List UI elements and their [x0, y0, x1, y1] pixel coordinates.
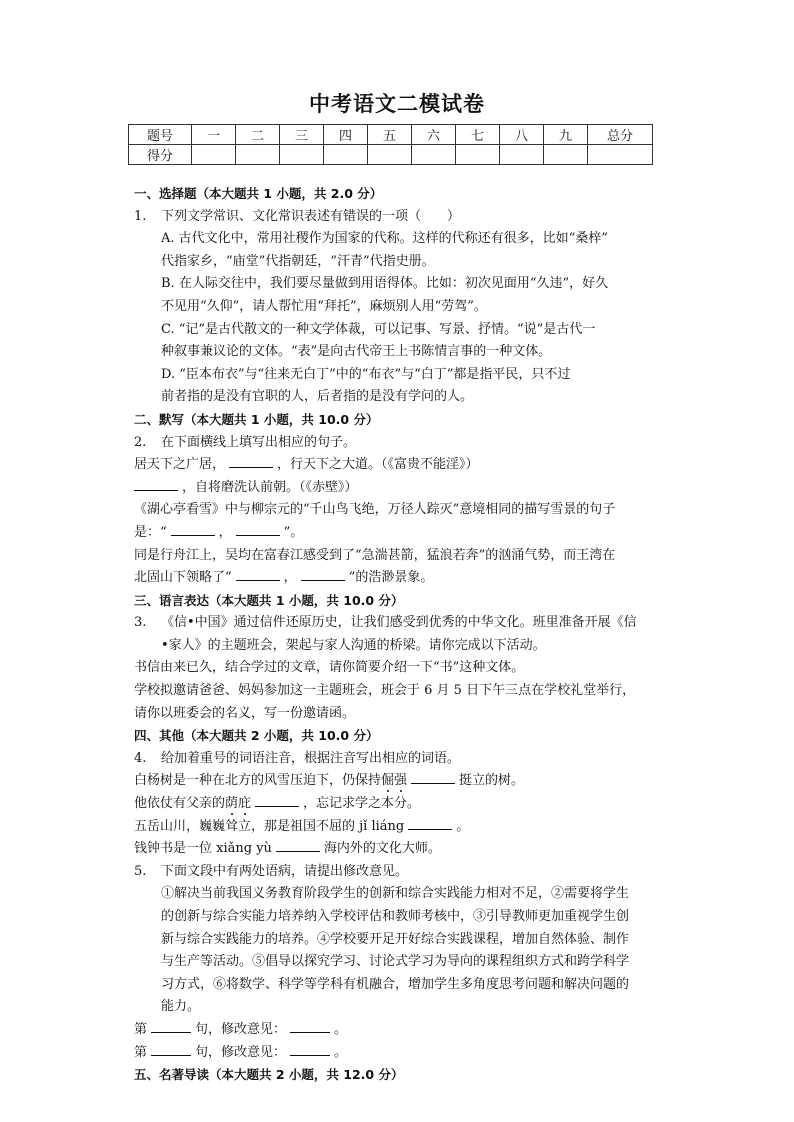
question-text-cont: •家人》的主题班会，架起与家人沟通的桥梁。请你完成以下活动。: [161, 637, 546, 653]
cell-q4: 四: [324, 125, 368, 145]
option-a-cont: 代指家乡，“庙堂”代指朝廷，“汗青”代指史册。: [161, 253, 435, 269]
question-2: [134, 432, 662, 455]
answer-blank[interactable]: [151, 1019, 191, 1033]
answer-blank[interactable]: [171, 522, 215, 536]
answer-blank[interactable]: [236, 522, 280, 536]
text: 居天下之广居，: [134, 457, 226, 473]
text: ”的浩渺景象。: [348, 570, 434, 586]
score-cell[interactable]: [368, 145, 412, 165]
score-table: [128, 124, 653, 165]
fill-line: [134, 454, 662, 477]
question-text: 在下面横线上填写出相应的句子。: [161, 434, 357, 450]
option-a: A. 古代文化中，常用社稷作为国家的代称。这样的代称还有很多，比如“桑梓”: [161, 231, 608, 247]
text: 北固山下领略了“: [134, 570, 232, 586]
question-5: [134, 861, 662, 884]
text: 五岳山川，巍巍耸立，那是祖国不屈的 jǐ liáng: [134, 818, 405, 834]
text: 第: [134, 1044, 148, 1060]
question-4: [134, 748, 662, 771]
question-number: 4.: [134, 750, 147, 766]
score-cell[interactable]: [412, 145, 456, 165]
option-d: D. “臣本布衣”与“往来无白丁”中的“布衣”与“白丁”都是指平民，只不过: [161, 366, 571, 382]
option-d-cont: 前者指的是没有官职的人，后者指的是没有学问的人。: [161, 389, 474, 405]
question-number: 2.: [134, 434, 147, 450]
option-c: C. “记”是古代散文的一种文学体裁，可以记事、写景、抒情。“说”是古代一: [161, 321, 596, 337]
option-b: B. 在人际交往中，我们要尽量做到用语得体。比如：初次见面用“久违”，好久: [161, 276, 609, 292]
score-cell[interactable]: [500, 145, 544, 165]
page-title: 中考语文二模试卷: [309, 92, 485, 116]
answer-blank[interactable]: [236, 567, 280, 581]
section-heading: 二、默写（本大题共 1 小题，共 10.0 分）: [134, 411, 379, 427]
text: 挺立的树。: [459, 773, 525, 789]
fix-line: [134, 1019, 662, 1042]
text: ，自将磨洗认前朝。（《赤壁》）: [182, 479, 358, 495]
cell-q2: 二: [236, 125, 280, 145]
score-cell[interactable]: [324, 145, 368, 165]
fill-line: [134, 567, 662, 590]
cell-q5: 五: [368, 125, 412, 145]
option-c-cont: 种叙事兼议论的文体。“表”是向古代帝王上书陈情言事的一种文体。: [161, 344, 552, 360]
text: 钱钟书是一位 xiǎng yù: [134, 841, 272, 857]
passage-line: 习方式，⑥将数学、科学等学科有机融合，增加学生多角度思考问题和解决问题的: [161, 976, 630, 992]
text: 。: [334, 1021, 348, 1037]
question-text: 给加着重号的词语注音，根据注音写出相应的词语。: [161, 750, 461, 766]
cell-q7: 七: [456, 125, 500, 145]
score-cell[interactable]: [456, 145, 500, 165]
score-table-header-row: [129, 125, 653, 145]
section-heading: 三、语言表达（本大题共 1 小题，共 10.0 分）: [134, 592, 404, 608]
score-table-score-row: [129, 145, 653, 165]
question-number: 1.: [134, 208, 147, 224]
option-b-cont: 不见用“久仰”，请人帮忙用“拜托”，麻烦别人用“劳驾”。: [161, 298, 487, 314]
text: ，忘记求学之本分。: [303, 796, 421, 812]
score-cell[interactable]: [280, 145, 324, 165]
answer-blank[interactable]: [411, 770, 455, 784]
question-text: 下面文段中有两处语病，请提出修改意见。: [161, 863, 409, 879]
cell-score-label: 得分: [129, 145, 192, 165]
text: 海内外的文化大师。: [323, 841, 441, 857]
text: 是：“: [134, 524, 167, 540]
score-cell[interactable]: [588, 145, 653, 165]
question-1: [134, 206, 662, 229]
fix-line: [134, 1042, 662, 1065]
text: ，: [283, 570, 297, 586]
score-cell[interactable]: [192, 145, 236, 165]
answer-blank[interactable]: [229, 454, 273, 468]
task-line: 请你以班委会的名义，写一份邀请函。: [134, 705, 356, 721]
text: ，行天下之大道。（《富贵不能淫》）: [277, 457, 479, 473]
answer-blank[interactable]: [408, 816, 452, 830]
answer-blank[interactable]: [290, 1019, 330, 1033]
fill-line: 《湖心亭看雪》中与柳宗元的“千山鸟飞绝，万径人踪灭”意境相同的描写雪景的句子: [134, 502, 616, 518]
emphasized-char: 荫: [225, 796, 239, 812]
cell-q9: 九: [544, 125, 588, 145]
passage-line: ①解决当前我国义务教育阶段学生的创新和综合实践能力相对不足，②需要将学生: [161, 886, 630, 902]
cell-q3: 三: [280, 125, 324, 145]
task-line: 书信由来已久，结合学过的文章，请你简要介绍一下“书”这种文体。: [134, 660, 525, 676]
question-text: 《信•中国》通过信件还原历史，让我们感受到优秀的中华文化。班里准备开展《信: [161, 615, 637, 631]
text: 白杨树是一种在北方的风雪压迫下，仍保持: [134, 773, 382, 789]
task-line: 学校拟邀请爸爸、妈妈参加这一主题班会，班会于 6 月 5 日下午三点在学校礼堂举行，: [134, 683, 636, 699]
answer-blank[interactable]: [151, 1042, 191, 1056]
cell-total: 总分: [588, 125, 653, 145]
fill-line: 同是行舟江上，吴均在富春江感受到了“急湍甚箭，猛浪若奔”的汹涌气势，而王湾在: [134, 547, 616, 563]
answer-blank[interactable]: [301, 567, 345, 581]
score-cell[interactable]: [236, 145, 280, 165]
question-number: 5.: [134, 863, 147, 879]
passage-line: 的创新与综合实能力培养纳入学校评估和教师考核中，③引导教师更加重视学生创: [161, 909, 630, 924]
passage-line: 与生产等活动。⑤倡导以探究学习、讨论式学习为导向的课程组织方式和跨学科学: [161, 954, 630, 970]
emphasized-char: 倔: [381, 773, 395, 789]
fill-line: [134, 793, 662, 816]
text: ”。: [283, 524, 304, 540]
fill-line: [134, 838, 662, 861]
answer-blank[interactable]: [276, 838, 320, 852]
question-number: 3.: [134, 615, 147, 631]
answer-blank[interactable]: [255, 793, 299, 807]
passage-line: 能力。: [161, 999, 201, 1015]
text: 。: [334, 1044, 348, 1060]
exam-content: [134, 183, 662, 1087]
emphasized-char: 庇: [238, 796, 252, 812]
cell-q8: 八: [500, 125, 544, 145]
emphasized-char: 强: [394, 773, 408, 789]
fill-line: [134, 816, 662, 839]
score-cell[interactable]: [544, 145, 588, 165]
answer-blank[interactable]: [134, 477, 178, 491]
text: 第: [134, 1021, 148, 1037]
fill-line: [134, 770, 662, 793]
text: 句，修改意见：: [195, 1044, 287, 1060]
passage-line: 新与综合实践能力的培养。④学校要开足开好综合实践课程，增加自然体验、制作: [161, 931, 630, 947]
answer-blank[interactable]: [290, 1042, 330, 1056]
cell-q6: 六: [412, 125, 456, 145]
cell-q1: 一: [192, 125, 236, 145]
section-heading: 五、名著导读（本大题共 2 小题，共 12.0 分）: [134, 1067, 404, 1083]
section-heading: 四、其他（本大题共 2 小题，共 10.0 分）: [134, 728, 379, 744]
section-heading: 一、选择题（本大题共 1 小题，共 2.0 分）: [134, 186, 383, 201]
text: 句，修改意见：: [195, 1021, 287, 1037]
text: 他依仗有父亲的: [134, 796, 226, 812]
fill-line: [134, 522, 662, 545]
question-text: 下列文学常识、文化常识表述有错误的一项（ ）: [161, 208, 461, 224]
fill-line: [134, 477, 662, 500]
text: ，: [218, 524, 232, 540]
question-3: [134, 612, 662, 635]
text: 。: [456, 818, 470, 834]
cell-label: 题号: [129, 125, 192, 145]
